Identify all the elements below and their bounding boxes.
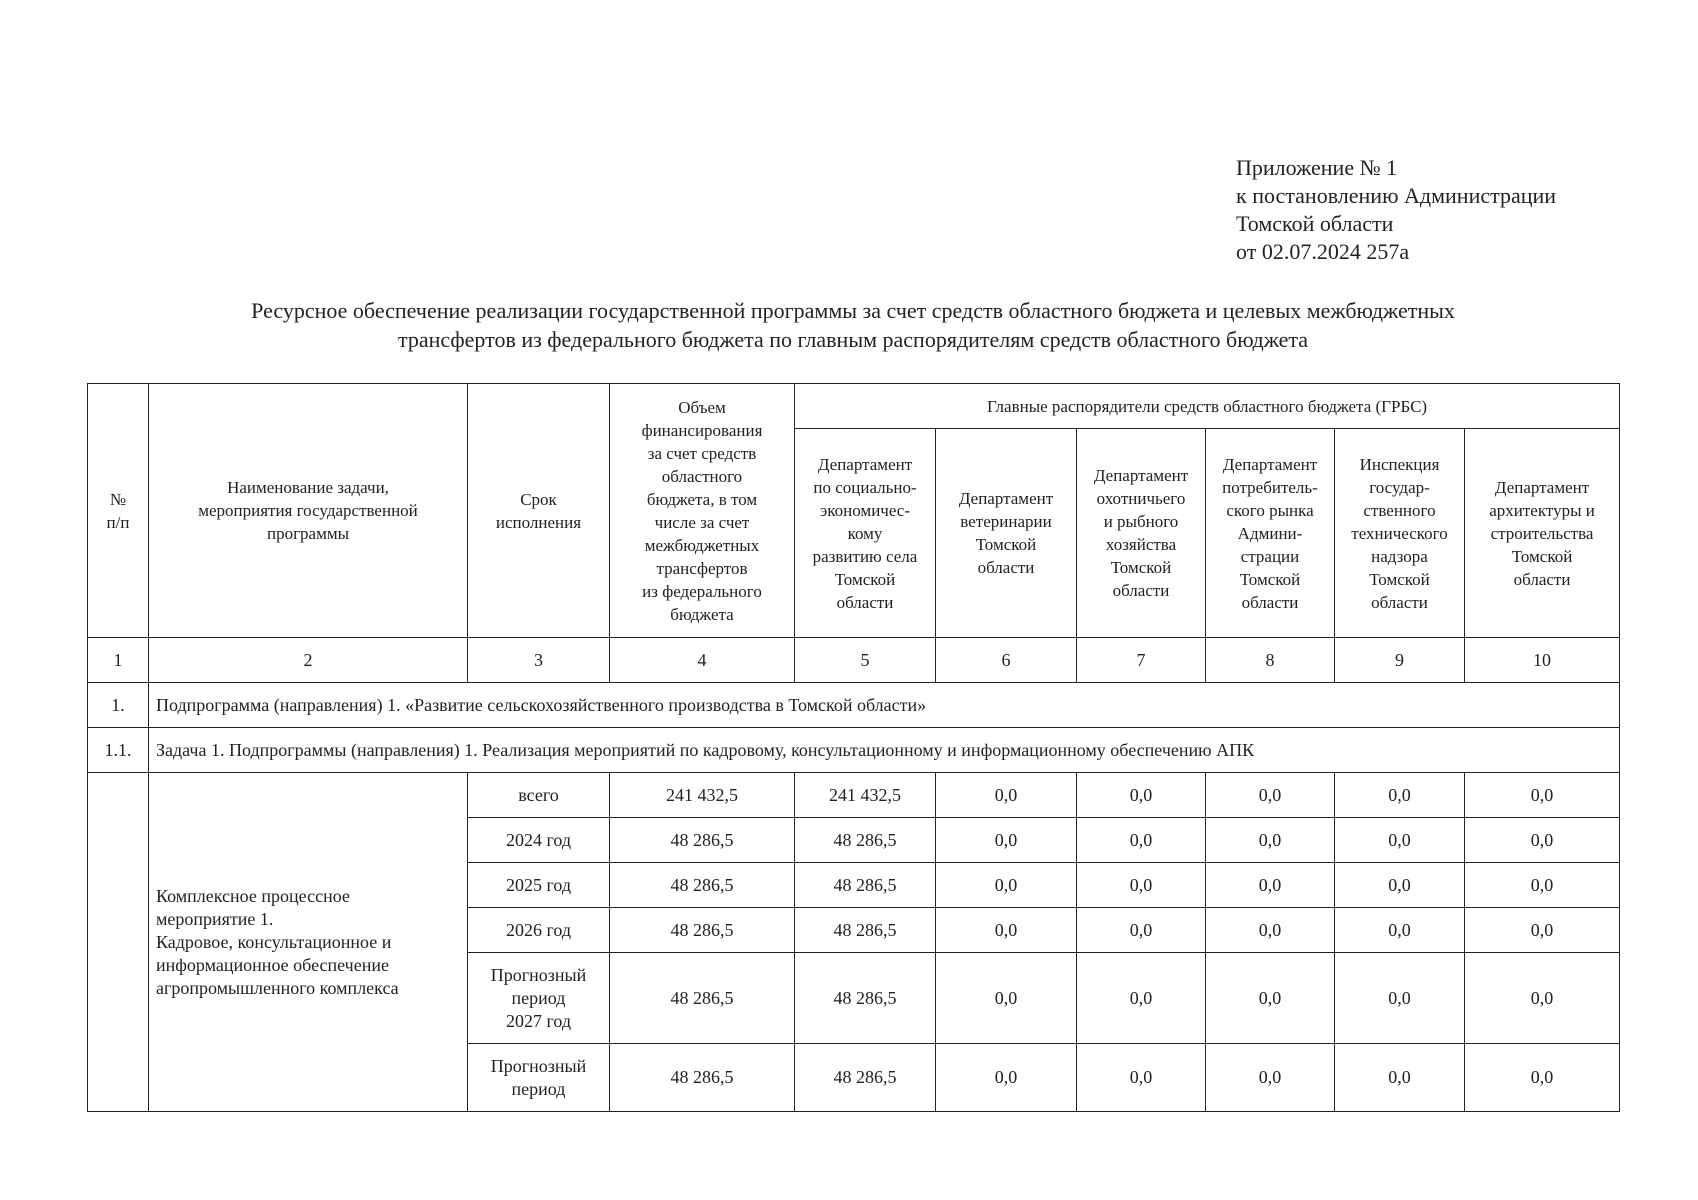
task-number: 1.1. (88, 728, 149, 773)
value-cell: 0,0 (1465, 1044, 1620, 1112)
text-line: Комплексное процессное (156, 885, 350, 906)
term-cell (468, 818, 610, 863)
budget-table (87, 383, 1620, 1112)
column-number: 7 (1077, 638, 1206, 683)
text-line: государ- (1369, 477, 1430, 497)
text-line: Инспекция (1359, 454, 1440, 474)
text-line: Департамент (958, 489, 1054, 508)
header-dept-10 (1465, 429, 1620, 638)
measure-name (149, 773, 468, 1112)
header-name (149, 384, 468, 638)
value-cell: 0,0 (936, 1044, 1077, 1112)
text-line: ветеринарии (960, 512, 1052, 531)
header-dept-8 (1206, 429, 1335, 638)
text-line: области (977, 558, 1035, 577)
value-cell: 0,0 (1335, 908, 1465, 953)
text-line: потребитель- (1222, 477, 1318, 497)
appendix-line: Томской области (1236, 211, 1394, 236)
text-line: бюджета, в том (646, 489, 758, 509)
text-line: страции (1240, 546, 1300, 566)
text-line: агропромышленного комплекса (156, 977, 399, 998)
text-line: Кадровое, консультационное и (156, 931, 392, 952)
text-line: Томской (1369, 569, 1430, 589)
task-title: Задача 1. Подпрограммы (направления) 1. Реализация мероприятий по кадровому, консультационному и информационному обеспечению АПК (149, 728, 1620, 773)
column-number: 10 (1465, 638, 1620, 683)
value-cell: 0,0 (1077, 908, 1206, 953)
text-line: Админи- (1237, 523, 1303, 543)
value-cell: 0,0 (1465, 953, 1620, 1044)
column-number-row (88, 638, 1620, 683)
value-cell: 0,0 (1465, 863, 1620, 908)
title-line: Ресурсное обеспечение реализации государственной программы за счет средств областного бюджета и целевых межбюджетных (251, 298, 1455, 323)
text-line: кому (847, 523, 883, 543)
text-line: Прогнозный (490, 964, 587, 985)
text-line: информационное обеспечение (156, 954, 389, 975)
value-cell: 0,0 (1206, 953, 1335, 1044)
text-line: Срок (520, 489, 557, 509)
text-line: архитектуры и (1489, 500, 1595, 520)
value-cell: 0,0 (1206, 863, 1335, 908)
text-line: п/п (106, 512, 130, 532)
term-cell (468, 863, 610, 908)
header-volume (610, 384, 795, 638)
value-cell: 0,0 (1335, 953, 1465, 1044)
value-cell: 0,0 (1335, 773, 1465, 818)
column-number: 8 (1206, 638, 1335, 683)
column-number: 1 (88, 638, 149, 683)
column-number: 3 (468, 638, 610, 683)
text-line: 2026 год (505, 919, 572, 940)
column-number: 6 (936, 638, 1077, 683)
term-cell (468, 953, 610, 1044)
text-line: Томской (1511, 546, 1573, 566)
value-cell: 0,0 (1077, 818, 1206, 863)
subprogram-row (88, 683, 1620, 728)
text-line: ского рынка (1226, 500, 1314, 520)
text-line: Департамент (1222, 454, 1318, 474)
value-cell: 0,0 (1335, 818, 1465, 863)
text-line: надзора (1371, 546, 1428, 566)
header-row-1 (88, 384, 1620, 429)
text-line: развитию села (812, 546, 918, 566)
measure-number (88, 773, 149, 1112)
data-row (88, 773, 1620, 818)
value-cell: 0,0 (1206, 1044, 1335, 1112)
text-line: мероприятия государственной (198, 501, 418, 520)
text-line: Наименование задачи, (227, 478, 389, 497)
text-line: Томской (975, 535, 1037, 554)
column-number: 2 (149, 638, 468, 683)
header-dept-9 (1335, 429, 1465, 638)
value-cell: 0,0 (936, 863, 1077, 908)
text-line: Департамент (817, 454, 913, 474)
value-cell: 0,0 (1335, 863, 1465, 908)
value-cell: 0,0 (936, 773, 1077, 818)
value-cell: 48 286,5 (795, 908, 936, 953)
term-cell (468, 908, 610, 953)
text-line: программы (266, 524, 350, 543)
text-line: Томской (1239, 569, 1301, 589)
text-line: всего (518, 784, 559, 805)
column-number: 5 (795, 638, 936, 683)
value-cell: 48 286,5 (795, 953, 936, 1044)
appendix-line: Приложение № 1 (1236, 155, 1398, 180)
text-line: технического (1351, 523, 1448, 543)
value-cell: 0,0 (1077, 863, 1206, 908)
text-line: Прогнозный (490, 1055, 587, 1076)
value-cell: 48 286,5 (610, 818, 795, 863)
value-cell: 0,0 (1335, 1044, 1465, 1112)
value-cell: 0,0 (1465, 818, 1620, 863)
text-line: охотничьего (1096, 489, 1186, 508)
appendix-line: от 02.07.2024 257а (1236, 239, 1410, 264)
text-line: и рыбного (1103, 512, 1179, 531)
title-line: трансфертов из федерального бюджета по главным распорядителям средств областного бюджета (397, 327, 1309, 352)
text-line: трансфертов (656, 558, 748, 578)
header-dept-7 (1077, 429, 1206, 638)
value-cell: 0,0 (1077, 1044, 1206, 1112)
value-cell: 0,0 (1206, 773, 1335, 818)
header-dept-5 (795, 429, 936, 638)
appendix-line: к постановлению Администрации (1236, 183, 1557, 208)
header-term (468, 384, 610, 638)
value-cell: 48 286,5 (795, 818, 936, 863)
text-line: ственного (1363, 500, 1436, 520)
text-line: исполнения (495, 512, 582, 532)
text-line: хозяйства (1105, 535, 1177, 554)
value-cell: 0,0 (936, 818, 1077, 863)
value-cell: 0,0 (1206, 818, 1335, 863)
value-cell: 48 286,5 (610, 908, 795, 953)
header-dept-6 (936, 429, 1077, 638)
term-cell (468, 1044, 610, 1112)
text-line: области (1241, 592, 1299, 612)
subprogram-number: 1. (88, 683, 149, 728)
value-cell: 0,0 (1206, 908, 1335, 953)
text-line: 2027 год (505, 1010, 572, 1031)
header-num (88, 384, 149, 638)
text-line: Объем (678, 397, 726, 417)
value-cell: 48 286,5 (610, 953, 795, 1044)
text-line: Томской (834, 569, 896, 589)
value-cell: 48 286,5 (610, 1044, 795, 1112)
text-line: за счет средств (647, 443, 757, 463)
text-line: межбюджетных (644, 535, 760, 555)
text-line: экономичес- (819, 500, 911, 520)
subprogram-title: Подпрограмма (направления) 1. «Развитие сельскохозяйственного производства в Томской области» (149, 683, 1620, 728)
text-line: области (1371, 592, 1428, 612)
value-cell: 0,0 (936, 908, 1077, 953)
text-line: финансирования (641, 420, 763, 440)
text-line: строительства (1490, 523, 1594, 543)
text-line: Департамент (1494, 477, 1590, 497)
column-number: 4 (610, 638, 795, 683)
value-cell: 0,0 (1077, 773, 1206, 818)
text-line: числе за счет (654, 512, 750, 532)
text-line: мероприятие 1. (156, 908, 274, 929)
text-line: из федерального (642, 581, 762, 601)
text-line: № (109, 489, 127, 509)
header-grbs: Главные распорядители средств областного бюджета (ГРБС) (795, 384, 1620, 429)
value-cell: 48 286,5 (795, 863, 936, 908)
value-cell: 241 432,5 (610, 773, 795, 818)
column-number: 9 (1335, 638, 1465, 683)
text-line: области (1112, 581, 1170, 600)
text-line: по социально- (813, 477, 917, 497)
value-cell: 0,0 (1077, 953, 1206, 1044)
value-cell: 241 432,5 (795, 773, 936, 818)
value-cell: 0,0 (1465, 908, 1620, 953)
value-cell: 48 286,5 (795, 1044, 936, 1112)
text-line: области (836, 592, 894, 612)
term-cell (468, 773, 610, 818)
text-line: Томской (1110, 558, 1172, 577)
text-line: бюджета (670, 604, 734, 624)
text-line: Департамент (1093, 466, 1189, 485)
text-line: области (1513, 569, 1571, 589)
text-line: 2025 год (505, 874, 572, 895)
value-cell: 0,0 (1465, 773, 1620, 818)
appendix-block (1236, 154, 1556, 266)
text-line: период (511, 1078, 566, 1099)
text-line: период (511, 987, 566, 1008)
text-line: областного (661, 466, 743, 486)
task-row (88, 728, 1620, 773)
document-title (87, 296, 1619, 354)
value-cell: 0,0 (936, 953, 1077, 1044)
value-cell: 48 286,5 (610, 863, 795, 908)
text-line: 2024 год (505, 829, 572, 850)
